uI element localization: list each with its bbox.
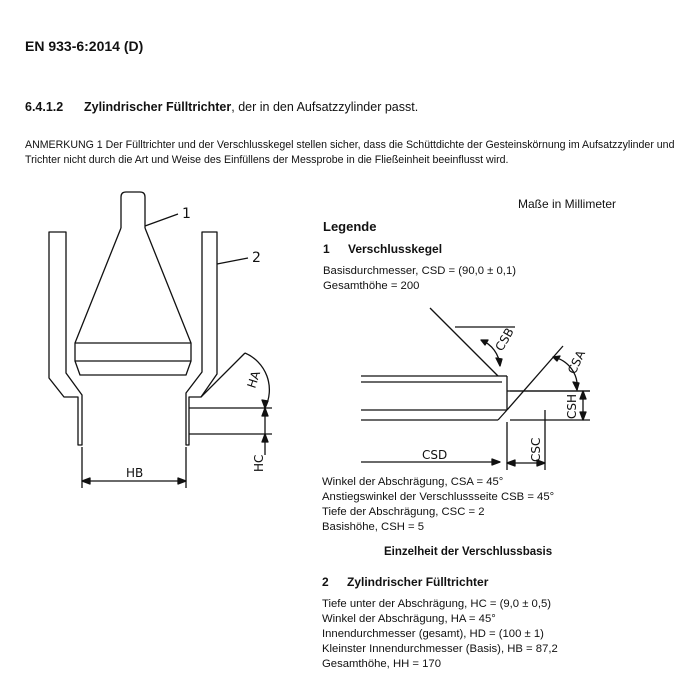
ha-label: HA bbox=[244, 369, 264, 390]
legend-item-2-line: Tiefe unter der Abschrägung, HC = (9,0 ± 0,5) bbox=[322, 598, 552, 610]
legend-item-2-line: Innendurchmesser (gesamt), HD = (100 ± 1) bbox=[322, 628, 544, 640]
legend-item-1-line: Basisdurchmesser, CSD = (90,0 ± 0,1) bbox=[323, 265, 516, 277]
callout-leader-1 bbox=[145, 214, 178, 226]
cone-rod bbox=[121, 192, 145, 228]
legend-item-2-number: 2 bbox=[322, 575, 329, 589]
funnel-right-wall bbox=[186, 232, 217, 445]
cone-body bbox=[75, 228, 191, 375]
section-title-bold: Zylindrischer Fülltrichter bbox=[84, 100, 232, 114]
legend-item-1-title: Verschlusskegel bbox=[348, 242, 443, 256]
legend-title: Legende bbox=[323, 219, 377, 234]
csa-label: CSA bbox=[565, 348, 589, 377]
detail-line: Basishöhe, CSH = 5 bbox=[322, 521, 425, 533]
legend-item-1-number: 1 bbox=[323, 242, 330, 256]
csh-label: CSH bbox=[565, 393, 579, 419]
detail-line: Winkel der Abschrägung, CSA = 45° bbox=[322, 476, 504, 488]
detail-caption: Einzelheit der Verschlussbasis bbox=[384, 546, 553, 558]
section-title-rest: , der in den Aufsatzzylinder passt. bbox=[231, 100, 419, 114]
closing-base-detail bbox=[361, 308, 590, 470]
section-number: 6.4.1.2 bbox=[25, 100, 64, 114]
csd-label: CSD bbox=[422, 448, 448, 462]
closing-cone bbox=[75, 192, 191, 375]
detail-line: Anstiegswinkel der Verschlussseite CSB = 45° bbox=[322, 491, 555, 503]
callout-1-label: 1 bbox=[182, 206, 191, 222]
hc-label: HC bbox=[252, 454, 266, 472]
csb-label: CSB bbox=[492, 325, 517, 354]
legend-item-2-line: Winkel der Abschrägung, HA = 45° bbox=[322, 613, 496, 625]
legend-item-2-line: Gesamthöhe, HH = 170 bbox=[322, 658, 441, 670]
units-label: Maße in Millimeter bbox=[518, 197, 617, 211]
detail-line: Tiefe der Abschrägung, CSC = 2 bbox=[322, 506, 485, 518]
legend-item-2-line: Kleinster Innendurchmesser (Basis), HB = 87,2 bbox=[322, 643, 558, 655]
hb-label: HB bbox=[126, 466, 144, 480]
csc-label: CSC bbox=[529, 437, 543, 462]
callout-leader-2 bbox=[217, 258, 248, 264]
document-id: EN 933-6:2014 (D) bbox=[25, 38, 144, 54]
legend-item-1-line: Gesamthöhe = 200 bbox=[323, 280, 420, 292]
legend-item-2-title: Zylindrischer Fülltrichter bbox=[347, 575, 489, 589]
callout-2-label: 2 bbox=[252, 250, 261, 266]
note-paragraph: ANMERKUNG 1 Der Fülltrichter und der Verschlusskegel stellen sicher, dass die Schüttdichte der Gesteinskörnung im Aufsatzzylinder und Trichter nicht durch die Art und Weise des Einfüllens der Messprobe in die Fließeinheit beeinflusst wird. bbox=[25, 139, 675, 166]
